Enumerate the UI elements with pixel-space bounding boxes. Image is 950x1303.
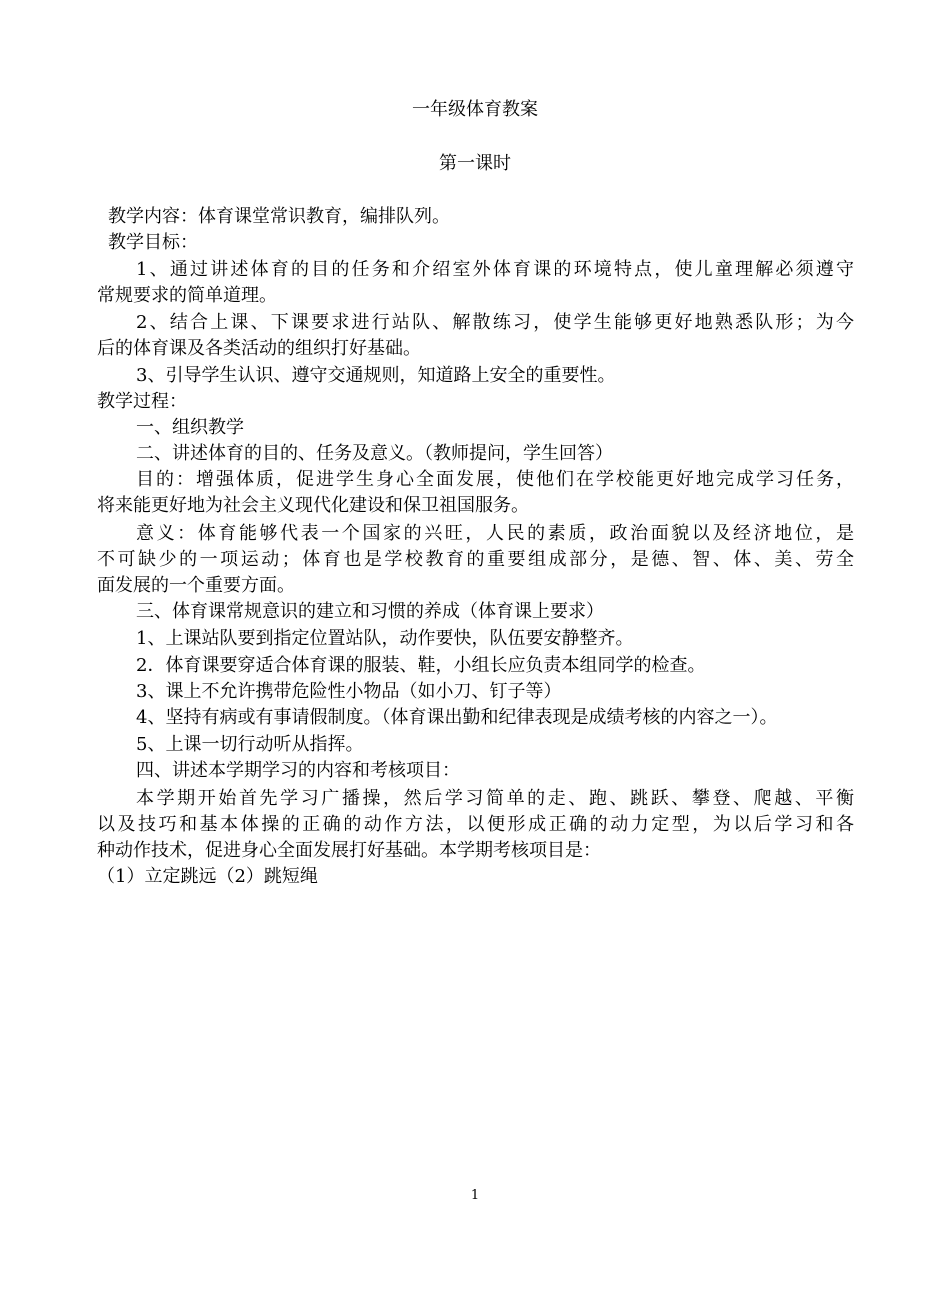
body-line: 四、讲述本学期学习的内容和考核项目： <box>136 760 460 781</box>
body-line: 教学目标： <box>108 232 198 253</box>
body-line: 2、结合上课、下课要求进行站队、解散练习，使学生能够更好地熟悉队形；为今 <box>136 312 854 333</box>
body-line: 目的：增强体质，促进学生身心全面发展，使他们在学校能更好地完成学习任务， <box>136 469 854 490</box>
body-line: 本学期开始首先学习广播操，然后学习简单的走、跑、跳跃、攀登、爬越、平衡 <box>136 788 854 809</box>
body-line: 三、体育课常规意识的建立和习惯的养成（体育课上要求） <box>136 601 604 622</box>
body-line: 常规要求的简单道理。 <box>97 285 277 306</box>
body-line: 后的体育课及各类活动的组织打好基础。 <box>97 338 421 359</box>
body-line: 不可缺少的一项运动；体育也是学校教育的重要组成部分，是德、智、体、美、劳全 <box>97 549 854 570</box>
body-line: 教学过程： <box>97 391 187 412</box>
body-line: 以及技巧和基本体操的正确的动作方法，以便形成正确的动力定型，为以后学习和各 <box>97 814 854 835</box>
document-subtitle: 第一课时 <box>439 153 511 174</box>
body-line: 3、引导学生认识、遵守交通规则，知道路上安全的重要性。 <box>136 365 616 386</box>
body-line: 面发展的一个重要方面。 <box>97 575 295 596</box>
body-line: （1）立定跳远（2）跳短绳 <box>97 866 318 887</box>
body-line: 教学内容：体育课堂常识教育，编排队列。 <box>108 206 450 227</box>
body-line: 二、讲述体育的目的、任务及意义。（教师提问，学生回答） <box>136 443 613 464</box>
body-line: 意义：体育能够代表一个国家的兴旺，人民的素质，政治面貌以及经济地位，是 <box>136 523 854 544</box>
body-line: 将来能更好地为社会主义现代化建设和保卫祖国服务。 <box>97 495 529 516</box>
body-line: 2．体育课要穿适合体育课的服装、鞋，小组长应负责本组同学的检查。 <box>136 655 706 676</box>
document-title: 一年级体育教案 <box>412 99 538 120</box>
body-line: 5、上课一切行动听从指挥。 <box>136 734 364 755</box>
body-line: 1、通过讲述体育的目的任务和介绍室外体育课的环境特点，使儿童理解必须遵守 <box>136 259 854 280</box>
page-number: 1 <box>470 1188 480 1203</box>
body-line: 一、组织教学 <box>136 417 244 438</box>
body-line: 4、坚持有病或有事请假制度。（体育课出勤和纪律表现是成绩考核的内容之一）。 <box>136 707 778 728</box>
body-line: 3、课上不允许携带危险性小物品（如小刀、钉子等） <box>136 681 562 702</box>
body-line: 种动作技术，促进身心全面发展打好基础。本学期考核项目是： <box>97 840 601 861</box>
body-line: 1、上课站队要到指定位置站队，动作要快，队伍要安静整齐。 <box>136 628 634 649</box>
